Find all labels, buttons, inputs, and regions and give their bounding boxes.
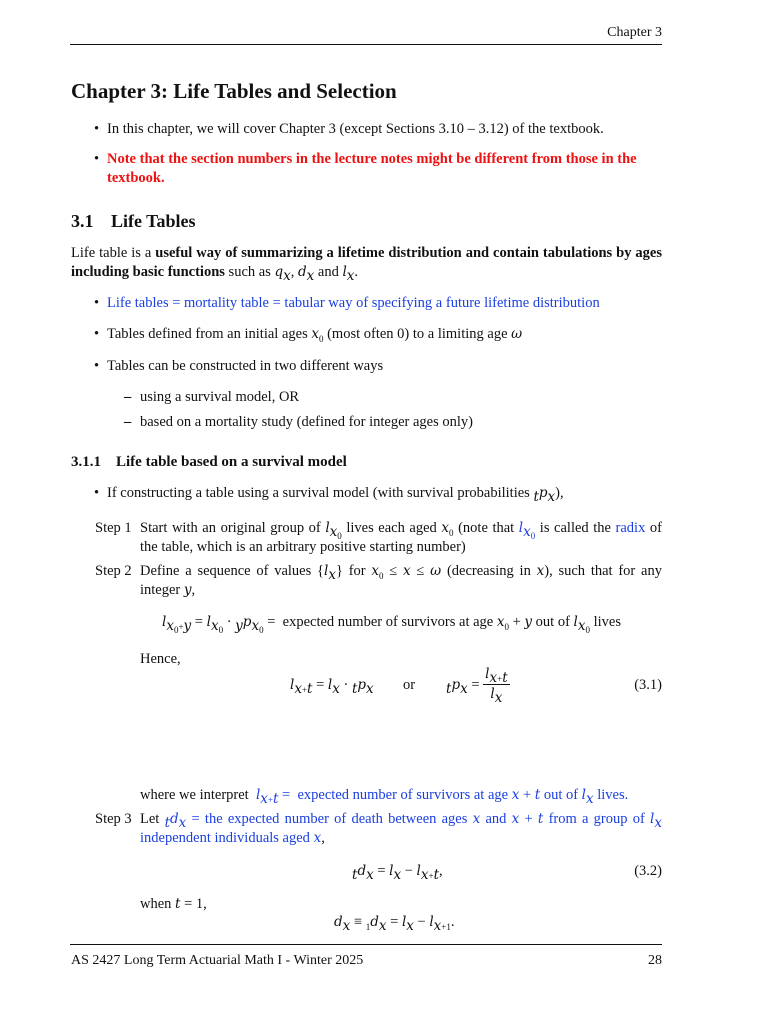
section-bullet-3	[94, 357, 662, 376]
bullet-marker: •	[94, 121, 100, 137]
when-line: when t = 1,	[140, 896, 207, 912]
step-2-label: Step 2	[95, 563, 132, 579]
survivors-equation: $l_{x_0+y} = l_{x_0} \cdot _yp_{x_0}$ = expected number of survivors at age $x_0 + y$ out of $l_{x_0}$ lives	[162, 614, 621, 635]
section-title: Life Tables	[111, 211, 196, 231]
survival-bullet-text: If constructing a table using a survival model (with survival probabilities $_tp_x$),	[107, 485, 564, 505]
bullet-marker: •	[94, 295, 100, 311]
hence-label: Hence,	[140, 651, 181, 667]
section-number: 3.1	[71, 211, 94, 231]
or-label: or	[403, 677, 416, 693]
sub-bullet-2	[124, 413, 662, 432]
para-tail: such as	[224, 263, 275, 280]
bullet-marker: •	[94, 485, 100, 501]
equation-3-1-right: $_tp_x$ = $\frac{l_{x+t}}{l_x}$	[446, 666, 508, 706]
section-bullet-2	[94, 325, 662, 344]
section-bullet-1	[94, 294, 662, 313]
intro-bullet-2	[94, 150, 662, 188]
page-number: 28	[648, 953, 662, 968]
life-table-definition: Life tables = mortality table = tabular way of specifying a future lifetime distribution	[107, 295, 600, 311]
dash-marker: –	[124, 414, 132, 430]
sub-bullet-text: based on a mortality study (defined for integer ages only)	[140, 414, 473, 430]
intro-bullet-text: In this chapter, we will cover Chapter 3 (except Sections 3.10 – 3.12) of the textbook.	[107, 121, 604, 137]
subsection-number: 3.1.1	[71, 454, 101, 470]
equation-number-3-2: (3.2)	[634, 863, 662, 879]
initial-ages-text: Tables defined from an initial ages $x_0$ (most often 0) to a limiting age ω	[107, 326, 523, 344]
life-table-paragraph: Life table is a useful way of summarizing a lifetime distribution and contain tabulations by ages including basic functions such as $q_x$, $d_x$ and $l_x$.	[71, 245, 662, 284]
fraction: $\frac{l_{x+t}}{l_x}$	[485, 666, 508, 706]
step-3-label: Step 3	[95, 811, 132, 827]
equation-dx: $d_x \equiv _1d_x = l_x - l_{x+1}$.	[334, 914, 455, 934]
equation-3-1-left: $l_{x+t} = l_x \cdot _tp_x$	[290, 677, 374, 697]
subsection-title: Life table based on a survival model	[116, 454, 347, 470]
running-header: Chapter 3	[607, 25, 662, 40]
sub-bullet-text: using a survival model, OR	[140, 389, 300, 405]
footer-course: AS 2427 Long Term Actuarial Math I - Winter 2025	[71, 953, 364, 968]
para-lead: Life table is a	[71, 245, 156, 261]
intro-bullet-1	[94, 120, 662, 139]
step-1-body: Start with an original group of $l_{x_0}$ lives each aged $x_0$ (note that $l_{x_0}$ is called the radix of the table, which is an arbitrary positive starting number)	[140, 520, 662, 555]
sub-bullet-1	[124, 388, 662, 407]
footer-rule	[70, 944, 662, 945]
section-heading	[71, 210, 196, 233]
header-rule	[70, 44, 662, 45]
interpretation-line: where we interpret $l_{x+t}$ = expected number of survivors at age x + t out of $l_x$ lives.	[140, 787, 629, 807]
para-bold: useful way of summarizing a lifetime distribution and contain tabulations by ages including basic functions	[71, 245, 662, 280]
bullet-marker: •	[94, 358, 100, 374]
bullet-marker: •	[94, 326, 100, 342]
step-1-label: Step 1	[95, 520, 132, 536]
step-2-body: Define a sequence of values $\{l_x\}$ for $x_0 \le x \le \omega$ (decreasing in x), such that for any integer y,	[140, 563, 662, 598]
step-3-body: Let $_td_x$ = the expected number of death between ages x and x + t from a group of $l_x$ independent individuals aged x,	[140, 811, 662, 846]
construction-text: Tables can be constructed in two different ways	[107, 358, 384, 374]
survival-bullet	[94, 484, 662, 503]
equation-3-2: $_td_x = l_x - l_{x+t}$,	[352, 863, 443, 883]
dash-marker: –	[124, 389, 132, 405]
equation-number-3-1: (3.1)	[634, 677, 662, 693]
chapter-title: Chapter 3: Life Tables and Selection	[71, 79, 397, 103]
subsection-heading	[71, 453, 347, 473]
intro-warning-text: Note that the section numbers in the lecture notes might be different from those in the textbook.	[107, 151, 637, 186]
bullet-marker: •	[94, 151, 100, 167]
radix-term: radix	[615, 520, 646, 536]
